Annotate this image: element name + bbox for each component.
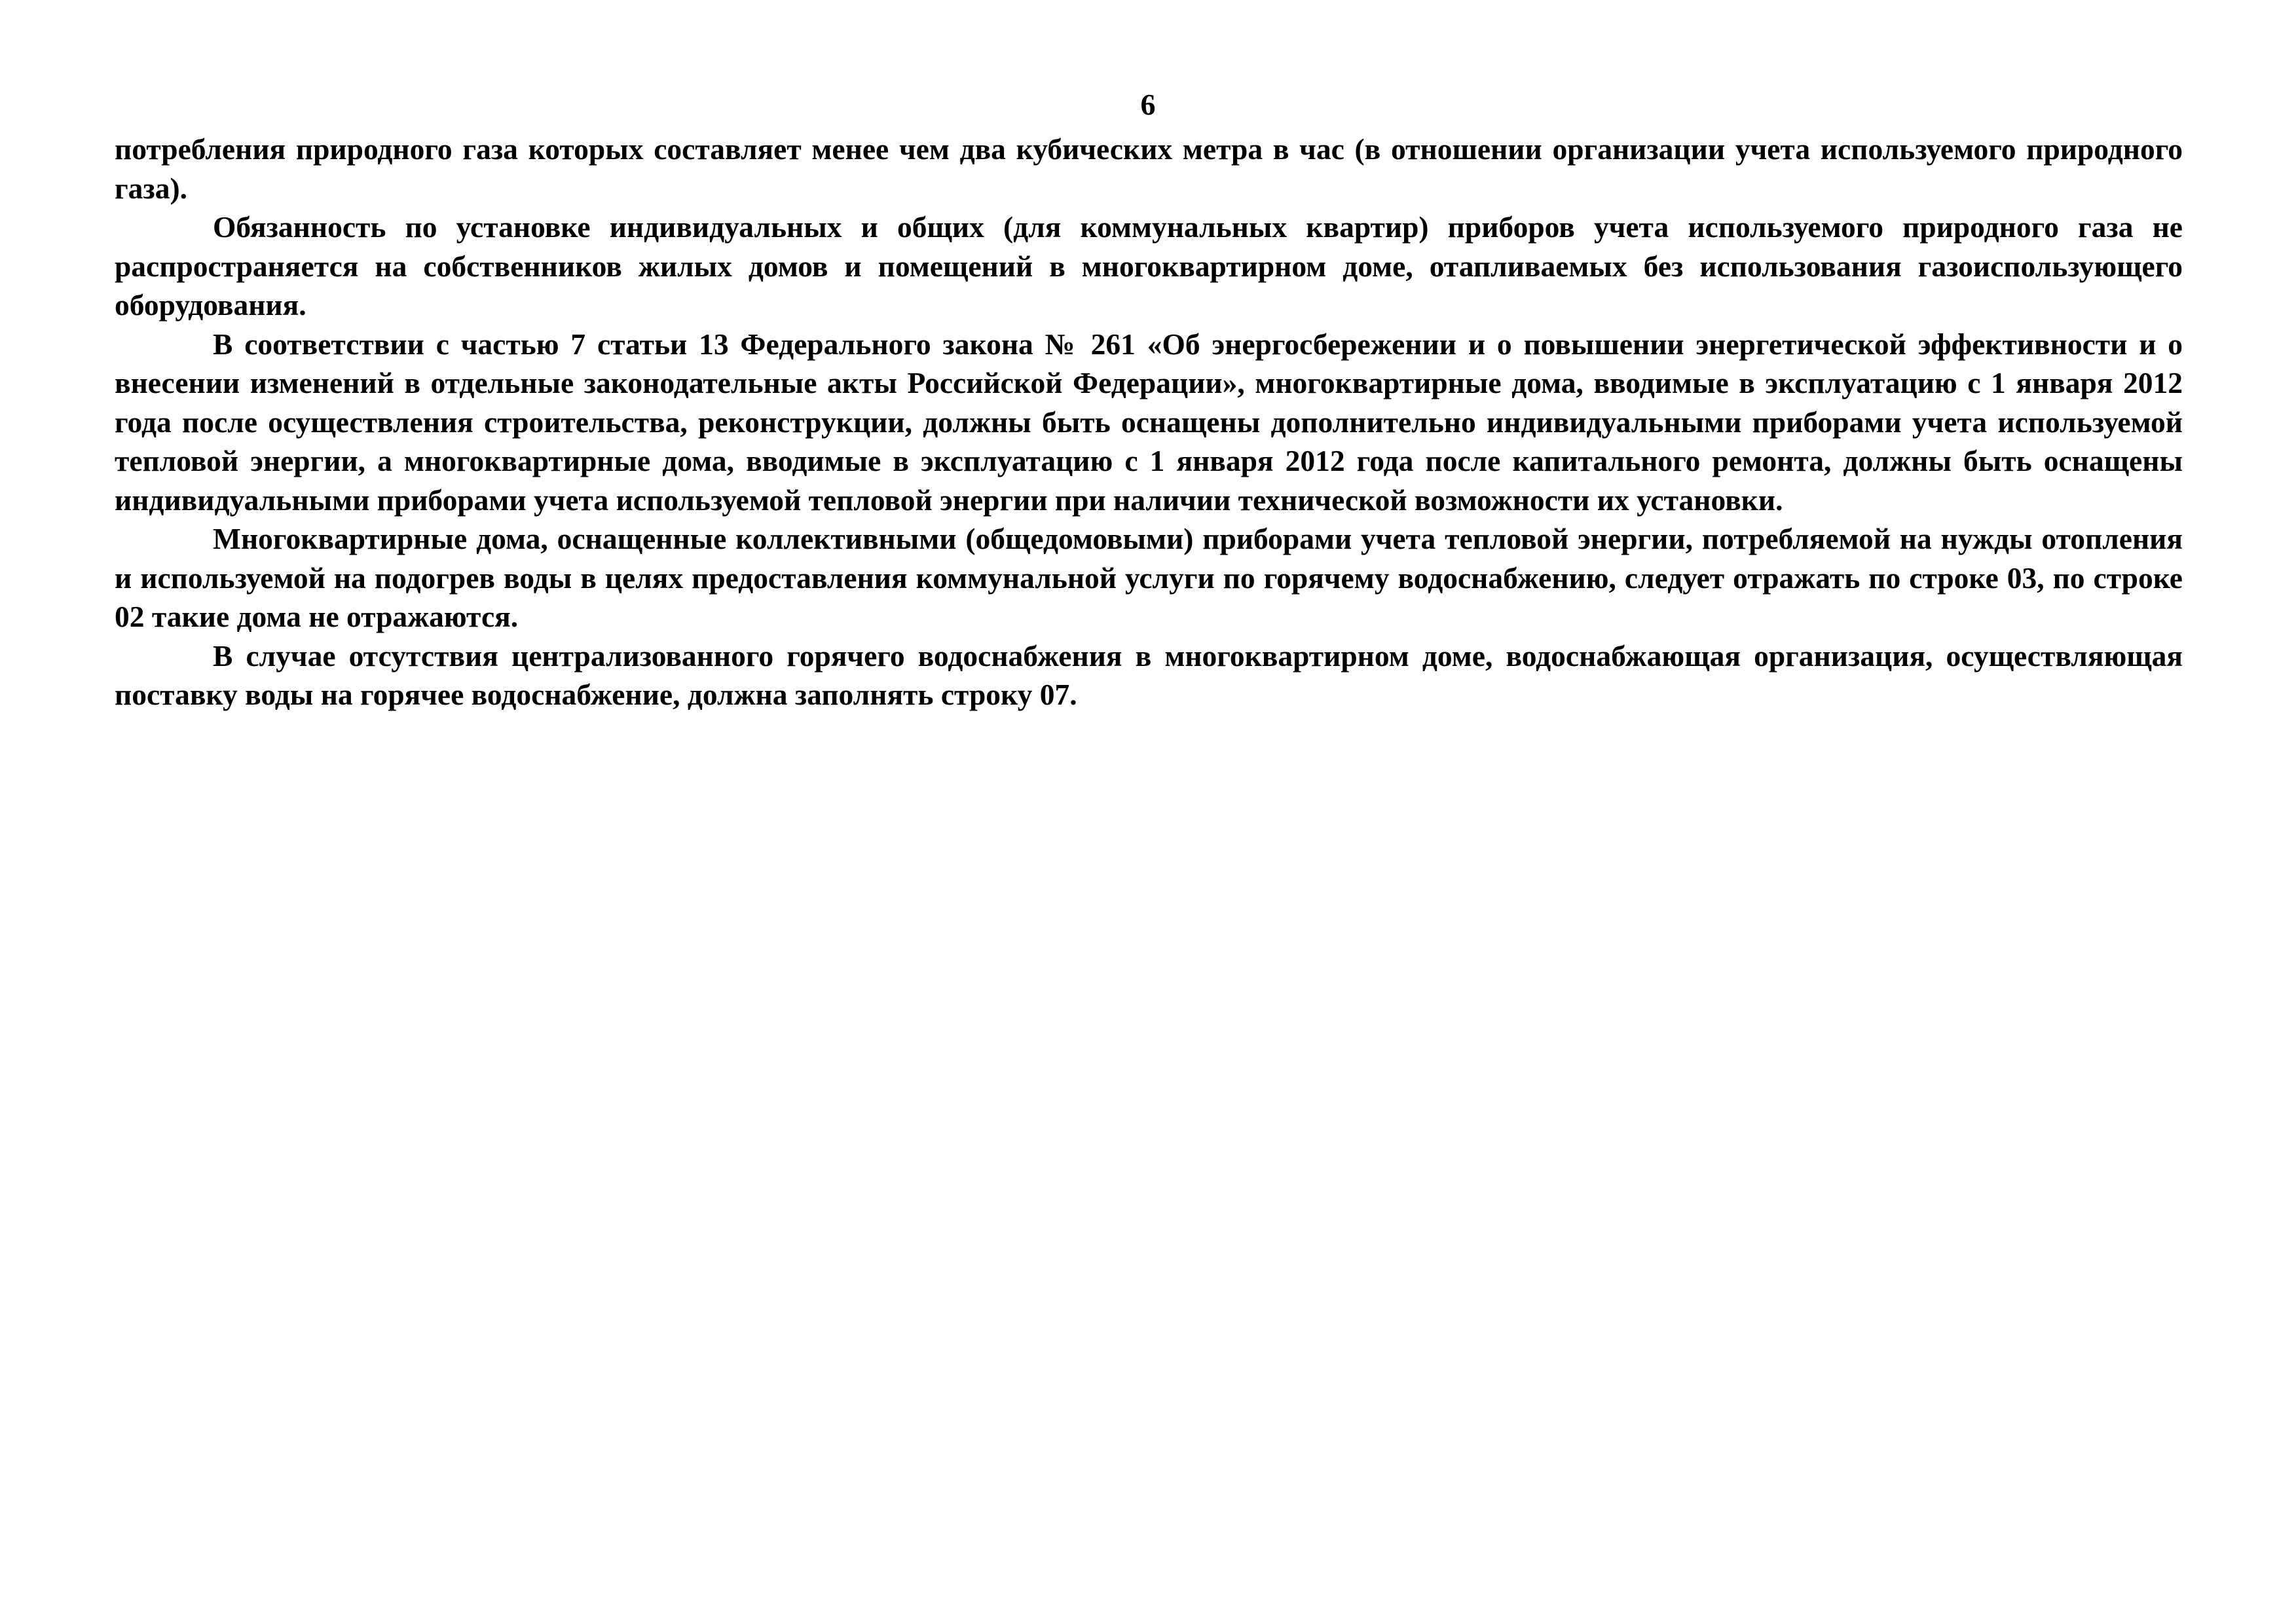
paragraph-gas-meter-obligation: Обязанность по установке индивидуальных и общих (для коммунальных квартир) приборов учета используемого природного газа не распространяется на собственников жилых домов и помещений в многоквартирном доме, отапливаемых без использования газоиспользующего оборудования. (115, 210, 2183, 322)
paragraph-collective-meters: Многоквартирные дома, оснащенные коллективными (общедомовыми) приборами учета тепловой энергии, потребляемой на нужды отопления и используемой на подогрев воды в целях предоставления коммунальной услуги по горячему водоснабжению, следует отражать по строке 03, по строке 02 такие дома не отражаются. (115, 522, 2183, 633)
page-number: 6 (1140, 88, 1156, 121)
paragraph-continuation: потребления природного газа которых составляет менее чем два кубических метра в час (в отношении организации учета используемого природного газа). (115, 132, 2183, 205)
document-body (115, 130, 2183, 714)
paragraph-federal-law-261: В соответствии с частью 7 статьи 13 Федерального закона № 261 «Об энергосбережении и о повышении энергетической эффективности и о внесении изменений в отдельные законодательные акты Российской Федерации», многоквартирные дома, вводимые в эксплуатацию с 1 января 2012 года после осуществления строительства, реконструкции, должны быть оснащены дополнительно индивидуальными приборами учета используемой тепловой энергии, а многоквартирные дома, вводимые в эксплуатацию с 1 января 2012 года после капитального ремонта, должны быть оснащены индивидуальными приборами учета используемой тепловой энергии при наличии технической возможности их установки. (115, 327, 2183, 517)
paragraph-hot-water-supply: В случае отсутствия централизованного горячего водоснабжения в многоквартирном доме, водоснабжающая организация, осуществляющая поставку воды на горячее водоснабжение, должна заполнять строку 07. (115, 638, 2183, 711)
